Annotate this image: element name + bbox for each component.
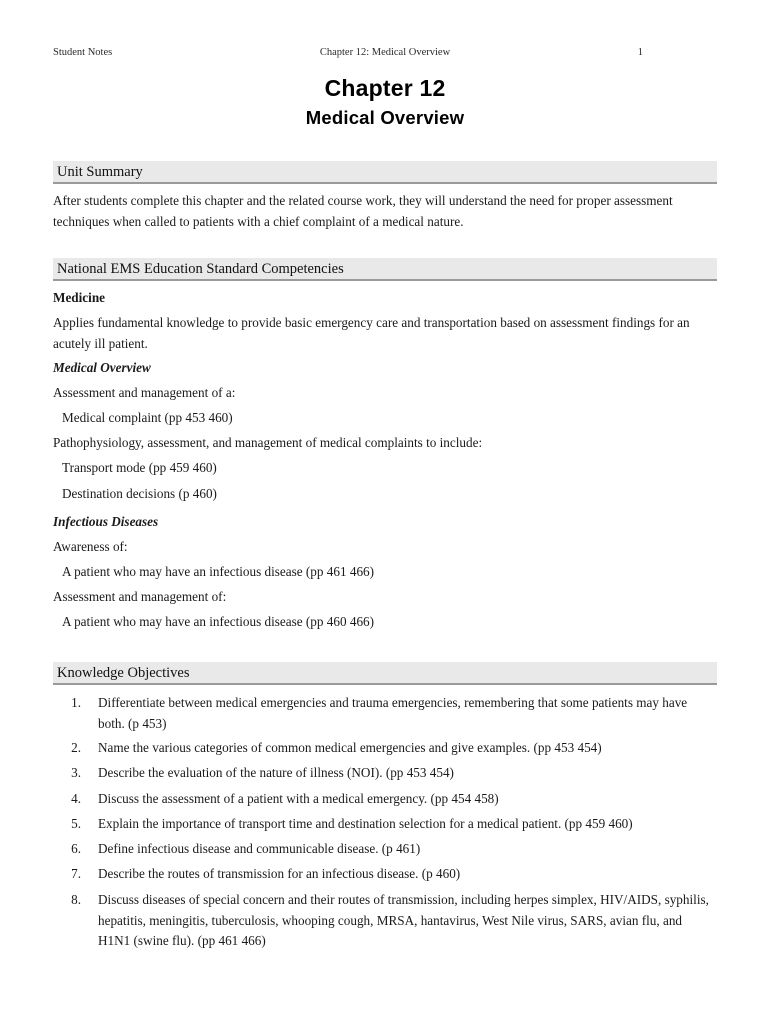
section-title-competencies: National EMS Education Standard Competencies: [57, 261, 344, 277]
infectious-item-1: A patient who may have an infectious disease (pp 461 466): [62, 564, 375, 579]
objective-number: 6.: [71, 841, 81, 856]
competency-heading-medicine: Medicine: [53, 290, 106, 305]
objective-number: 1.: [71, 695, 81, 710]
objective-text: Discuss diseases of special concern and their routes of transmission, including herpes simplex, HIV/AIDS, syphilis, hepatitis, meningitis, tuberculosis, whooping cough, MRSA, hantavirus, West Nile virus, SARS, avian flu, and H1N1 (swine flu). (pp 461 466): [98, 892, 709, 948]
running-header-center: Chapter 12: Medical Overview: [319, 47, 451, 58]
chapter-title: Chapter 12: [324, 75, 446, 101]
objective-item: [61, 864, 716, 885]
objective-text: Differentiate between medical emergencies and trauma emergencies, remembering that some patients may have both. (p 453): [98, 695, 688, 731]
objective-number: 5.: [71, 816, 81, 831]
section-header-competencies: [53, 258, 717, 281]
objective-text: Describe the evaluation of the nature of illness (NOI). (pp 453 454): [98, 765, 454, 780]
running-header-left: Student Notes: [53, 47, 113, 58]
medical-overview-line-2: Pathophysiology, assessment, and management of medical complaints to include:: [53, 435, 483, 450]
competency-medicine-paragraph: Applies fundamental knowledge to provide basic emergency care and transportation based on assessment findings for an acutely ill patient.: [53, 315, 690, 351]
objective-item: [61, 890, 716, 952]
medical-overview-line-1: Assessment and management of a:: [53, 385, 236, 400]
objective-item: [61, 789, 716, 810]
objective-item: [61, 738, 716, 759]
page-number: 1: [637, 47, 643, 58]
objective-number: 8.: [71, 892, 81, 907]
objective-item: [61, 763, 716, 784]
objective-item: [61, 839, 716, 860]
objective-text: Explain the importance of transport time and destination selection for a medical patient. (pp 459 460): [98, 816, 633, 831]
objective-number: 4.: [71, 791, 81, 806]
objective-number: 2.: [71, 740, 81, 755]
chapter-subtitle: Medical Overview: [305, 107, 465, 128]
infectious-line-2: Assessment and management of:: [53, 589, 227, 604]
medical-overview-item-1: Medical complaint (pp 453 460): [62, 410, 233, 425]
objective-item: [61, 814, 721, 835]
objective-text: Define infectious disease and communicable disease. (p 461): [98, 841, 421, 856]
objective-number: 3.: [71, 765, 81, 780]
infectious-line-1: Awareness of:: [53, 539, 128, 554]
unit-summary-paragraph: After students complete this chapter and the related course work, they will understand the need for proper assessment techniques when called to patients with a chief complaint of a medical nature.: [53, 193, 673, 229]
objective-text: Name the various categories of common medical emergencies and give examples. (pp 453 454): [98, 740, 602, 755]
running-header: [53, 45, 717, 61]
section-title-knowledge-objectives: Knowledge Objectives: [57, 665, 190, 681]
section-title-unit-summary: Unit Summary: [57, 164, 143, 180]
section-header-knowledge-objectives: [53, 662, 717, 685]
objective-text: Discuss the assessment of a patient with a medical emergency. (pp 454 458): [98, 791, 499, 806]
section-header-unit-summary: [53, 161, 717, 184]
objective-text: Describe the routes of transmission for an infectious disease. (p 460): [98, 866, 461, 881]
medical-overview-item-2: Transport mode (pp 459 460): [62, 460, 217, 475]
infectious-item-2: A patient who may have an infectious disease (pp 460 466): [62, 614, 375, 629]
competency-heading-medical-overview: Medical Overview: [53, 360, 151, 375]
objective-number: 7.: [71, 866, 81, 881]
competency-heading-infectious-diseases: Infectious Diseases: [53, 514, 159, 529]
medical-overview-item-3: Destination decisions (p 460): [62, 486, 217, 501]
objective-item: [61, 693, 716, 734]
